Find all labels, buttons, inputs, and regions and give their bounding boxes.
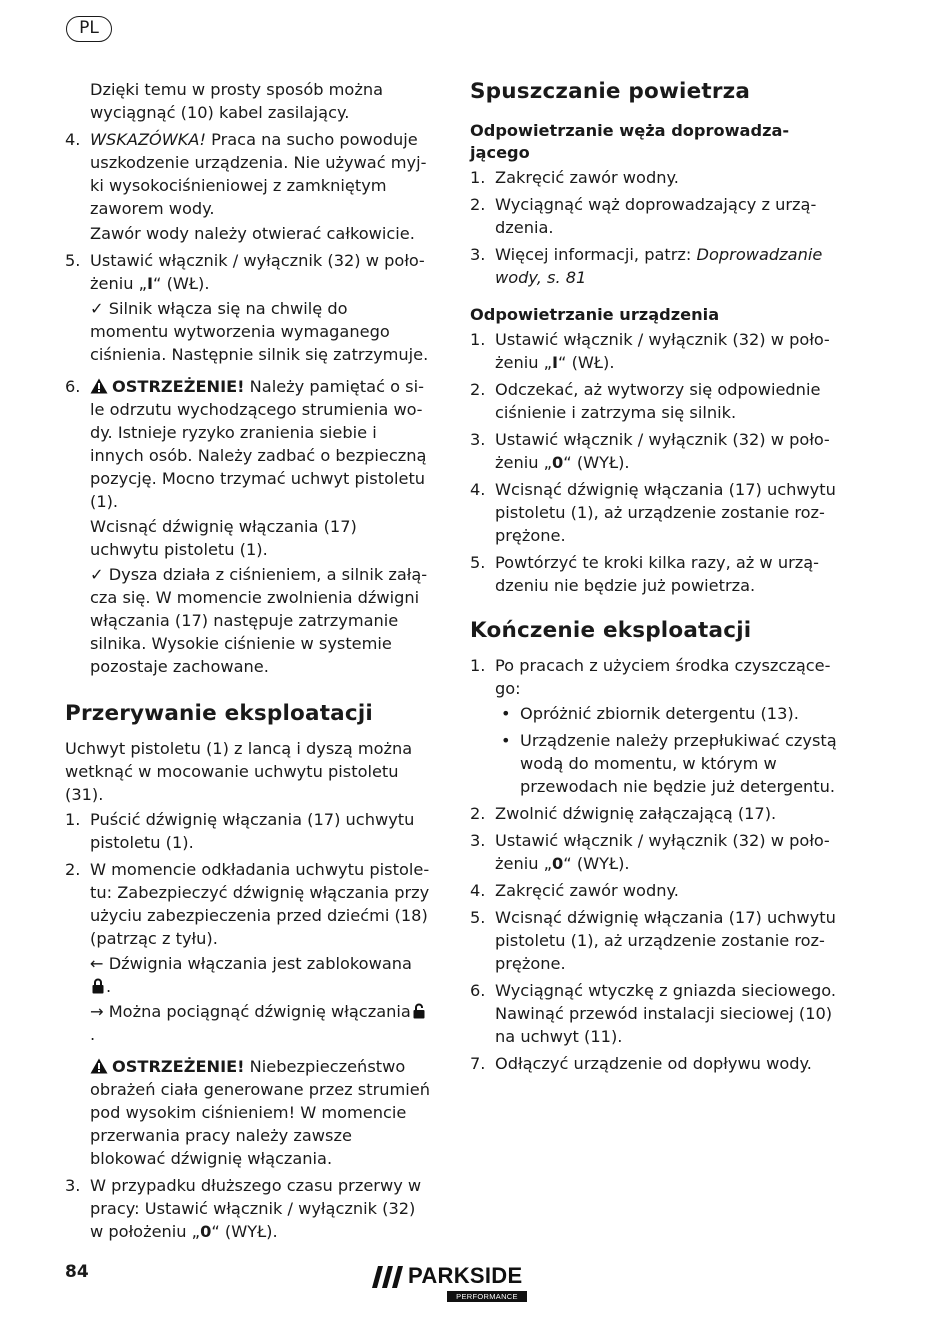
- list-item: 4. Wcisnąć dźwignię włączania (17) uchwytu pistoletu (1), aż urządzenie zostanie rozprężone.: [470, 480, 836, 545]
- warning-text: OSTRZEŻENIE! Należy pamiętać o sile odrzutu wychodzącego strumienia wody. Istnieje ryzyko zranienia siebie i innych osób. Należy zadbać o bezpieczną pozycję. Mocno trzymać uchwyt pistoletu (1).: [90, 377, 427, 511]
- list-item: [65, 375, 430, 678]
- language-badge: PL: [66, 16, 112, 42]
- item-extra: Wcisnąć dźwignię włączania (17) uchwytu pistoletu (1).: [90, 517, 357, 559]
- list-item: 2. Odczekać, aż wytworzy się odpowiednie ciśnienie i zatrzyma się silnik.: [470, 380, 821, 422]
- list-item: 3. Ustawić włącznik / wyłącznik (32) w położeniu „0“ (WYŁ).: [470, 831, 830, 873]
- list-item: 4. Zakręcić zawór wodny.: [470, 881, 679, 900]
- list-item: [65, 249, 430, 366]
- lock-closed-icon: [92, 978, 104, 994]
- list-item: 1. Ustawić włącznik / wyłącznik (32) w położeniu „I“ (WŁ).: [470, 330, 830, 372]
- item-text: [90, 128, 430, 220]
- list-item: 1. Puścić dźwignię włączania (17) uchwytu pistoletu (1).: [65, 810, 415, 852]
- lock-open-icon: [413, 1003, 427, 1019]
- arrow-note: → Można pociągnąć dźwignię włączania.: [90, 1000, 430, 1046]
- logo-text: PARKSIDE: [408, 1263, 523, 1288]
- list-item: 3. Więcej informacji, patrz: Doprowadzanie wody, s. 81: [470, 245, 823, 287]
- list-item: 2. Wyciągnąć wąż doprowadzający z urządzenia.: [470, 195, 817, 237]
- list-item: 2. W momencie odkładania uchwytu pistoletu: Zabezpieczyć dźwignię włączania przy użyciu zabezpieczenia przed dziećmi (18) (patrząc z tyłu). ← Dźwignia włączania jest zablokowana . → Można pociągnąć dźwignię włączania. OSTRZEŻENIE! Niebezpieczeństwo obrażeń ciała generowane przez strumień pod wysokim ciśnieniem! W momencie przerwania pracy należy zawsze blokować dźwignię włączania.: [65, 860, 430, 1168]
- list-item: 3. W przypadku dłuższego czasu przerwy w pracy: Ustawić włącznik / wyłącznik (32) w położeniu „0“ (WYŁ).: [65, 1176, 422, 1241]
- list-item: 7. Odłączyć urządzenie od dopływu wody.: [470, 1054, 812, 1073]
- section-title: Spuszczanie powietrza: [470, 79, 751, 104]
- result-text: ✓ Dysza działa z ciśnieniem, a silnik załącza się. W momencie zwolnienia dźwigni włączania (17) następuje zatrzymanie silnika. Wysokie ciśnienie w systemie pozostaje zachowane.: [90, 565, 428, 676]
- arrow-note: ← Dźwignia włączania jest zablokowana .: [90, 954, 412, 996]
- warning-text: OSTRZEŻENIE! Niebezpieczeństwo obrażeń ciała generowane przez strumień pod wysokim ciśnieniem! W momencie przerwania pracy należy zawsze blokować dźwignię włączania.: [90, 1057, 430, 1168]
- item-number: 4.: [65, 130, 81, 149]
- continued-paragraph: Dzięki temu w prosty sposób można wyciągnąć (10) kabel zasilający.: [90, 80, 384, 122]
- subsection-title: Odpowietrzanie urządzenia: [470, 305, 720, 324]
- section-intro: Uchwyt pistoletu (1) z lancą i dyszą można wetknąć w mocowanie uchwytu pistoletu (31).: [65, 739, 413, 804]
- list-item: 1. Po pracach z użyciem środka czyszczącego: • Opróżnić zbiornik detergentu (13). • Urządzenie należy przepłukiwać czystą wodą do momentu, w którym w przewodach nie będzie już detergentu.: [470, 654, 840, 798]
- right-column: [470, 78, 840, 1075]
- list-item: 5. Wcisnąć dźwignię włączania (17) uchwytu pistoletu (1), aż urządzenie zostanie rozprężone.: [470, 908, 836, 973]
- item-extra: Zawór wody należy otwierać całkowicie.: [90, 224, 415, 243]
- bullet-item: • Urządzenie należy przepłukiwać czystą wodą do momentu, w którym w przewodach nie będzie już detergentu.: [501, 731, 837, 796]
- note-text: Praca na sucho powoduje uszkodzenie urządzenia. Nie używać myjki wysokociśnieniowej z zamkniętym zaworem wody.: [90, 130, 427, 218]
- warning-icon: [90, 1058, 108, 1074]
- left-column: [65, 78, 430, 1243]
- list-item: 1. Zakręcić zawór wodny.: [470, 168, 679, 187]
- logo-stripes-icon: [372, 1266, 406, 1288]
- result-text: ✓ Silnik włącza się na chwilę do momentu wytworzenia wymaganego ciśnienia. Następnie silnik się zatrzymuje.: [90, 299, 429, 364]
- item-number: 6.: [65, 377, 81, 396]
- warning-icon: [90, 378, 108, 394]
- parkside-logo: [372, 1263, 528, 1306]
- item-number: 5.: [65, 251, 81, 270]
- list-item: [65, 128, 430, 245]
- page-number: 84: [65, 1262, 89, 1282]
- bullet-item: • Opróżnić zbiornik detergentu (13).: [501, 704, 799, 723]
- logo-subtext: PERFORMANCE: [447, 1291, 527, 1302]
- section-title: Przerywanie eksploatacji: [65, 701, 373, 726]
- subsection-title: Odpowietrzanie węża doprowadzającego: [470, 121, 790, 162]
- item-text: Ustawić włącznik / wyłącznik (32) w położeniu „I“ (WŁ).: [90, 251, 425, 293]
- note-label: WSKAZÓWKA!: [90, 130, 206, 149]
- list-item: 3. Ustawić włącznik / wyłącznik (32) w położeniu „0“ (WYŁ).: [470, 430, 830, 472]
- section-title: Kończenie eksploatacji: [470, 618, 752, 643]
- list-item: 6. Wyciągnąć wtyczkę z gniazda sieciowego. Nawinąć przewód instalacji sieciowej (10) na uchwyt (11).: [470, 981, 837, 1046]
- list-item: 5. Powtórzyć te kroki kilka razy, aż w urządzeniu nie będzie już powietrza.: [470, 553, 819, 595]
- list-item: 2. Zwolnić dźwignię załączającą (17).: [470, 804, 777, 823]
